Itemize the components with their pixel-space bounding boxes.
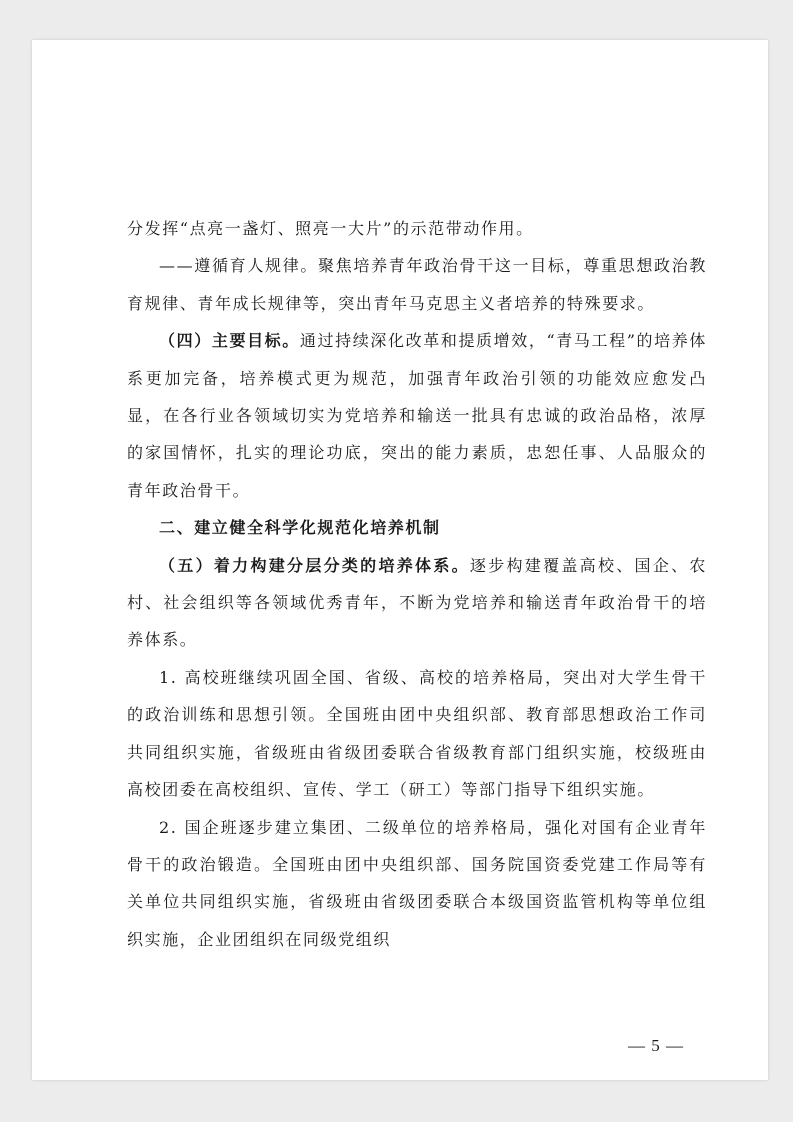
document-body: [127, 210, 707, 958]
paragraph-1: 分发挥“点亮一盏灯、照亮一大片”的示范带动作用。: [127, 219, 534, 238]
paragraph-7: 2. 国企班逐步建立集团、二级单位的培养格局，强化对国有企业青年骨干的政治锻造。全国班由团中央组织部、国务院国资委党建工作局等有关单位共同组织实施，省级班由省级团委联合本级国资监管机构等单位组织实施，企业团组织在同级党组织: [127, 817, 707, 949]
paragraph-3-lead: （四）主要目标。: [159, 331, 300, 351]
paragraph-3-text: 通过持续深化改革和提质增效，“青马工程”的培养体系更加完备，培养模式更为规范，加强青年政治引领的功能效应愈发凸显，在各行业各领域切实为党培养和输送一批具有忠诚的政治品格，浓厚的家国情怀，扎实的理论功底，突出的能力素质，忠恕任事、人品服众的青年政治骨干。: [127, 331, 707, 500]
paragraph-3: [127, 322, 707, 509]
paragraph-5: [127, 547, 707, 659]
paragraph-6: 1. 高校班继续巩固全国、省级、高校的培养格局，突出对大学生骨干的政治训练和思想引领。全国班由团中央组织部、教育部思想政治工作司共同组织实施，省级班由省级团委联合省级教育部门组织实施，校级班由高校团委在高校组织、宣传、学工（研工）等部门指导下组织实施。: [127, 667, 707, 800]
paragraph-2: ——遵循育人规律。聚焦培养青年政治骨干这一目标，尊重思想政治教育规律、青年成长规律等，突出青年马克思主义者培养的特殊要求。: [127, 256, 707, 313]
paragraph-5-lead: （五）着力构建分层分类的培养体系。: [159, 555, 470, 575]
paragraph-5-text: 逐步构建覆盖高校、国企、农村、社会组织等各领域优秀青年，不断为党培养和输送青年政治骨干的培养体系。: [127, 555, 707, 650]
page-number: — 5 —: [628, 1036, 684, 1055]
document-page: [32, 40, 768, 1080]
section-heading: 二、建立健全科学化规范化培养机制: [159, 518, 441, 538]
